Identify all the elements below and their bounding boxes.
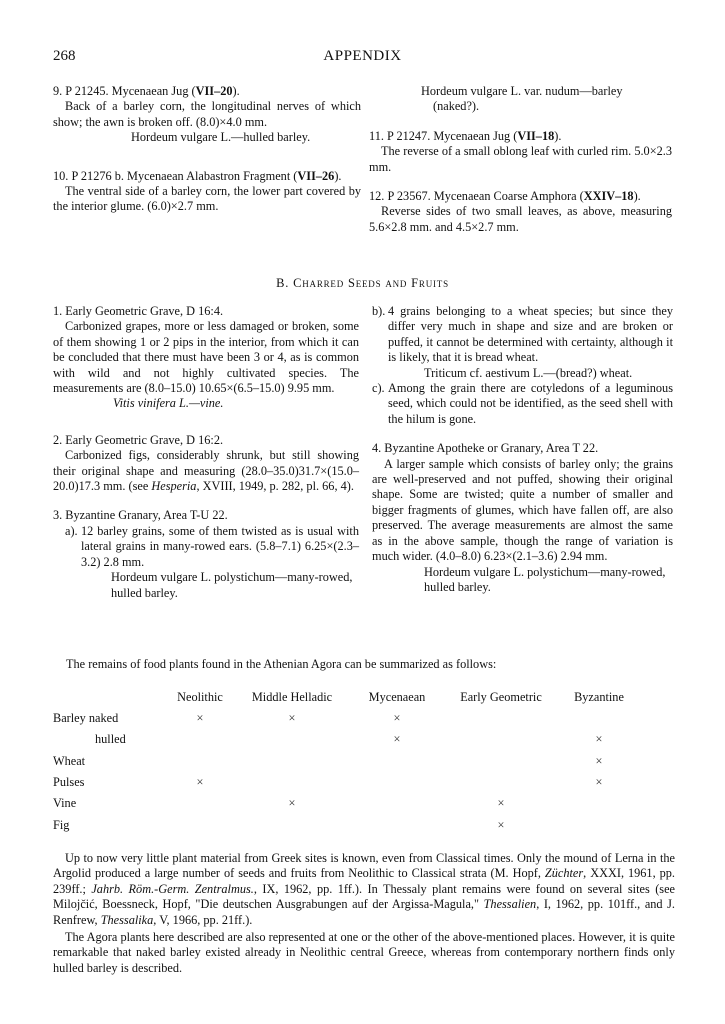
entry-title: 4. Byzantine Apotheke or Granary, Area T 22. [372, 441, 599, 456]
middle-left-column [53, 304, 359, 615]
species-name-text: Vitis vinifera L.—vine. [113, 396, 224, 411]
entry-description: The reverse of a small oblong leaf with curled rim. 5.0×2.3 mm. [369, 144, 672, 174]
row-label: Pulses [53, 775, 85, 790]
species-name: Triticum cf. aestivum L.—(bread?) wheat. [424, 365, 633, 380]
presence-mark [345, 751, 449, 772]
journal-title: Thessalien [483, 897, 537, 912]
section-title-text: Charred Seeds and Fruits [293, 276, 449, 290]
entry-description: A larger sample which consists of barley only; the grains are well-preserved and not puffed, showing their original shape. Some are twisted; quite a number of smaller and bigger fragments of glumes, which have fallen off, are also preserved. The average measurements are almost the same as in the above sample, though the range of variation is much wider. (4.0–8.0) 6.23×(2.1–3.6) 2.94 mm. [372, 456, 673, 564]
sub-body [388, 381, 673, 427]
journal-title: Hesperia [151, 479, 197, 494]
entry-description: The ventral side of a barley corn, the lower part covered by the interior glume. (6.0)×2.7 mm. [53, 184, 361, 214]
presence-mark [553, 814, 645, 835]
presence-mark: × [288, 711, 296, 726]
journal-title: Thessalika [100, 912, 154, 927]
entry-3a [53, 524, 359, 601]
presence-mark [553, 708, 645, 729]
paragraph-text: , V, 1966, pp. 21ff.). [153, 912, 253, 927]
sub-label: c). [372, 381, 385, 396]
presence-mark [239, 772, 345, 793]
presence-mark: × [595, 775, 603, 790]
species-continuation [369, 84, 672, 115]
presence-mark [553, 793, 645, 814]
entry-title [53, 84, 361, 99]
paragraph-text: Up to now very little plant material from Greek sites is known, even from Classical times. Only the mound of Lerna in the Argolid produced a large number of seeds and fruits from Neolithic to Classical strata (M. Hopf, [53, 851, 675, 881]
species-name [53, 396, 359, 411]
presence-mark: × [196, 711, 204, 726]
row-label: Vine [53, 796, 77, 811]
entry-title [53, 169, 361, 184]
presence-mark: × [497, 817, 505, 832]
paragraph-text: , I, 1962, pp. 101ff., and J. Renfrew, [53, 897, 675, 927]
presence-mark [239, 729, 345, 750]
entry-title-end: ). [232, 84, 240, 98]
paragraph-text: , XXXI, 1961, pp. 239ff.; [53, 866, 675, 896]
presence-mark [161, 729, 239, 750]
plate-ref: XXIV–18 [583, 189, 634, 204]
summary-intro: The remains of food plants found in the Athenian Agora can be summarized as follows: [66, 657, 497, 671]
top-left-column [53, 84, 361, 229]
entry-description: Among the grain there are cotyledons of a leguminous seed, which could not be identified, as the seed shell with the hilum is gone. [388, 381, 673, 426]
presence-mark [449, 772, 553, 793]
entry-9 [53, 84, 361, 146]
entry-description: Reverse sides of two small leaves, as above, measuring 5.6×2.8 mm. and 4.5×2.7 mm. [369, 204, 672, 234]
presence-mark: × [196, 775, 204, 790]
sub-body [81, 524, 359, 601]
table-row [53, 729, 645, 750]
description-text: Carbonized figs, considerably shrunk, but still showing their original shape and measuring (28.0–35.0)31.7×(15.0–20.0)17.3 mm. (see [53, 448, 359, 494]
entry-title-end: ). [334, 168, 342, 183]
entry-description: Back of a barley corn, the longitudinal nerves of which show; the awn is broken off. (8.0)×4.0 mm. [53, 99, 361, 129]
entry-title-end: ). [633, 189, 641, 204]
table-row [53, 814, 645, 835]
species-name: Hordeum vulgare L.—hulled barley. [131, 130, 311, 145]
table-header-row [53, 686, 645, 708]
journal-title: Züchter [544, 866, 584, 881]
row-label: Fig [53, 817, 70, 832]
sub-label: b). [372, 304, 386, 318]
entry-11 [369, 129, 672, 175]
table-corner [53, 686, 161, 708]
row-label: hulled [95, 732, 126, 747]
section-letter: B. [276, 276, 290, 290]
column-header: Neolithic [177, 689, 223, 704]
column-header: Early Geometric [460, 689, 542, 704]
entry-description: Carbonized grapes, more or less damaged or broken, some of them showing 1 or 2 pips in the interior, from which it can be concluded that there must have been 3 or 4, as is common with wild and not highly cultivated species. The measurements are (8.0–15.0) 10.65×(6.5–15.0) 9.95 mm. [53, 319, 359, 396]
entry-description: 12 barley grains, some of them twisted as is usual with lateral grains in many-rowed ears. (5.8–7.1) 6.25×(2.3–3.2) 2.8 mm. [81, 523, 359, 569]
plate-ref: VII–26 [297, 168, 335, 183]
presence-mark: × [288, 796, 296, 811]
table-row [53, 708, 645, 729]
entry-10 [53, 169, 361, 215]
presence-mark [239, 751, 345, 772]
entry-title-text: 11. P 21247. Mycenaean Jug ( [369, 128, 518, 143]
plate-ref: VII–20 [195, 84, 233, 98]
entry-4 [372, 441, 673, 595]
species-name: Hordeum vulgare L. polystichum—many-rowed, hulled barley. [424, 564, 666, 594]
plate-ref: VII–18 [517, 128, 555, 143]
entry-description [53, 448, 359, 494]
table-row [53, 751, 645, 772]
species-name: Hordeum vulgare L. polystichum—many-rowed, hulled barley. [111, 570, 353, 600]
species-name: Hordeum vulgare L. var. nudum—barley [421, 84, 623, 98]
middle-right-column [372, 304, 673, 609]
running-title: APPENDIX [323, 48, 402, 64]
description-text-end: , XVIII, 1949, p. 282, pl. 66, 4). [196, 479, 354, 494]
entry-title-text: 9. P 21245. Mycenaean Jug ( [53, 84, 196, 98]
entry-title-text: 12. P 23567. Mycenaean Coarse Amphora ( [369, 189, 584, 204]
presence-mark: × [595, 753, 603, 768]
entry-1 [53, 304, 359, 412]
entry-3c [372, 381, 673, 427]
row-label: Wheat [53, 753, 86, 768]
table-row [53, 793, 645, 814]
presence-mark: × [393, 732, 401, 747]
entry-2 [53, 433, 359, 495]
column-header: Mycenaean [368, 689, 426, 704]
presence-mark [239, 814, 345, 835]
presence-mark [345, 814, 449, 835]
species-name-cont: (naked?). [433, 99, 480, 114]
entry-title-end: ). [554, 128, 562, 143]
entry-title-text: 10. P 21276 b. Mycenaean Alabastron Fragment ( [53, 168, 298, 183]
presence-mark [161, 793, 239, 814]
paragraph-text: , IX, 1962, pp. 1ff.). In Thessaly plant remains were found on several sites (see Milojčić, Boessneck, Hopf, "Die deutschen Ausgrabungen auf der Argissa-Magula," [53, 881, 675, 912]
table-row [53, 772, 645, 793]
presence-mark [161, 814, 239, 835]
presence-mark [449, 751, 553, 772]
column-header: Byzantine [574, 689, 624, 704]
presence-mark: × [497, 796, 505, 811]
entry-title: 2. Early Geometric Grave, D 16:2. [53, 432, 224, 447]
presence-mark [345, 772, 449, 793]
entry-title: 3. Byzantine Granary, Area T-U 22. [53, 508, 228, 523]
closing-paragraph-1 [53, 851, 675, 928]
entry-title [369, 129, 672, 144]
presence-mark [161, 751, 239, 772]
entry-3b [372, 304, 673, 381]
presence-mark [449, 729, 553, 750]
column-header: Middle Helladic [251, 689, 333, 704]
entry-title [369, 189, 672, 204]
sub-label: a). [65, 523, 78, 538]
page-number: 268 [53, 48, 76, 64]
presence-mark [449, 708, 553, 729]
presence-mark: × [393, 711, 401, 726]
closing-text [53, 851, 675, 976]
row-label: Barley naked [53, 711, 119, 726]
entry-12 [369, 189, 672, 235]
entry-title: 1. Early Geometric Grave, D 16:4. [53, 304, 224, 318]
top-right-column [369, 84, 672, 249]
presence-mark: × [595, 732, 603, 747]
presence-mark [345, 793, 449, 814]
sub-body [388, 304, 673, 381]
entry-3 [53, 508, 359, 600]
section-title [0, 276, 725, 291]
journal-title: Jahrb. Röm.-Germ. Zentralmus. [91, 881, 254, 896]
closing-paragraph-2: The Agora plants here described are also represented at one or the other of the above-mentioned places. However, it is quite remarkable that naked barley existed already in Neolithic central Greece, whereas from contemporary northern finds only hulled barley is described. [53, 930, 675, 975]
summary-table [53, 686, 645, 836]
entry-description: 4 grains belonging to a wheat species; but since they differ very much in shape and size and are broken or puffed, it cannot be determined with certainty, although it is likely, that it is bread wheat. [388, 304, 673, 365]
